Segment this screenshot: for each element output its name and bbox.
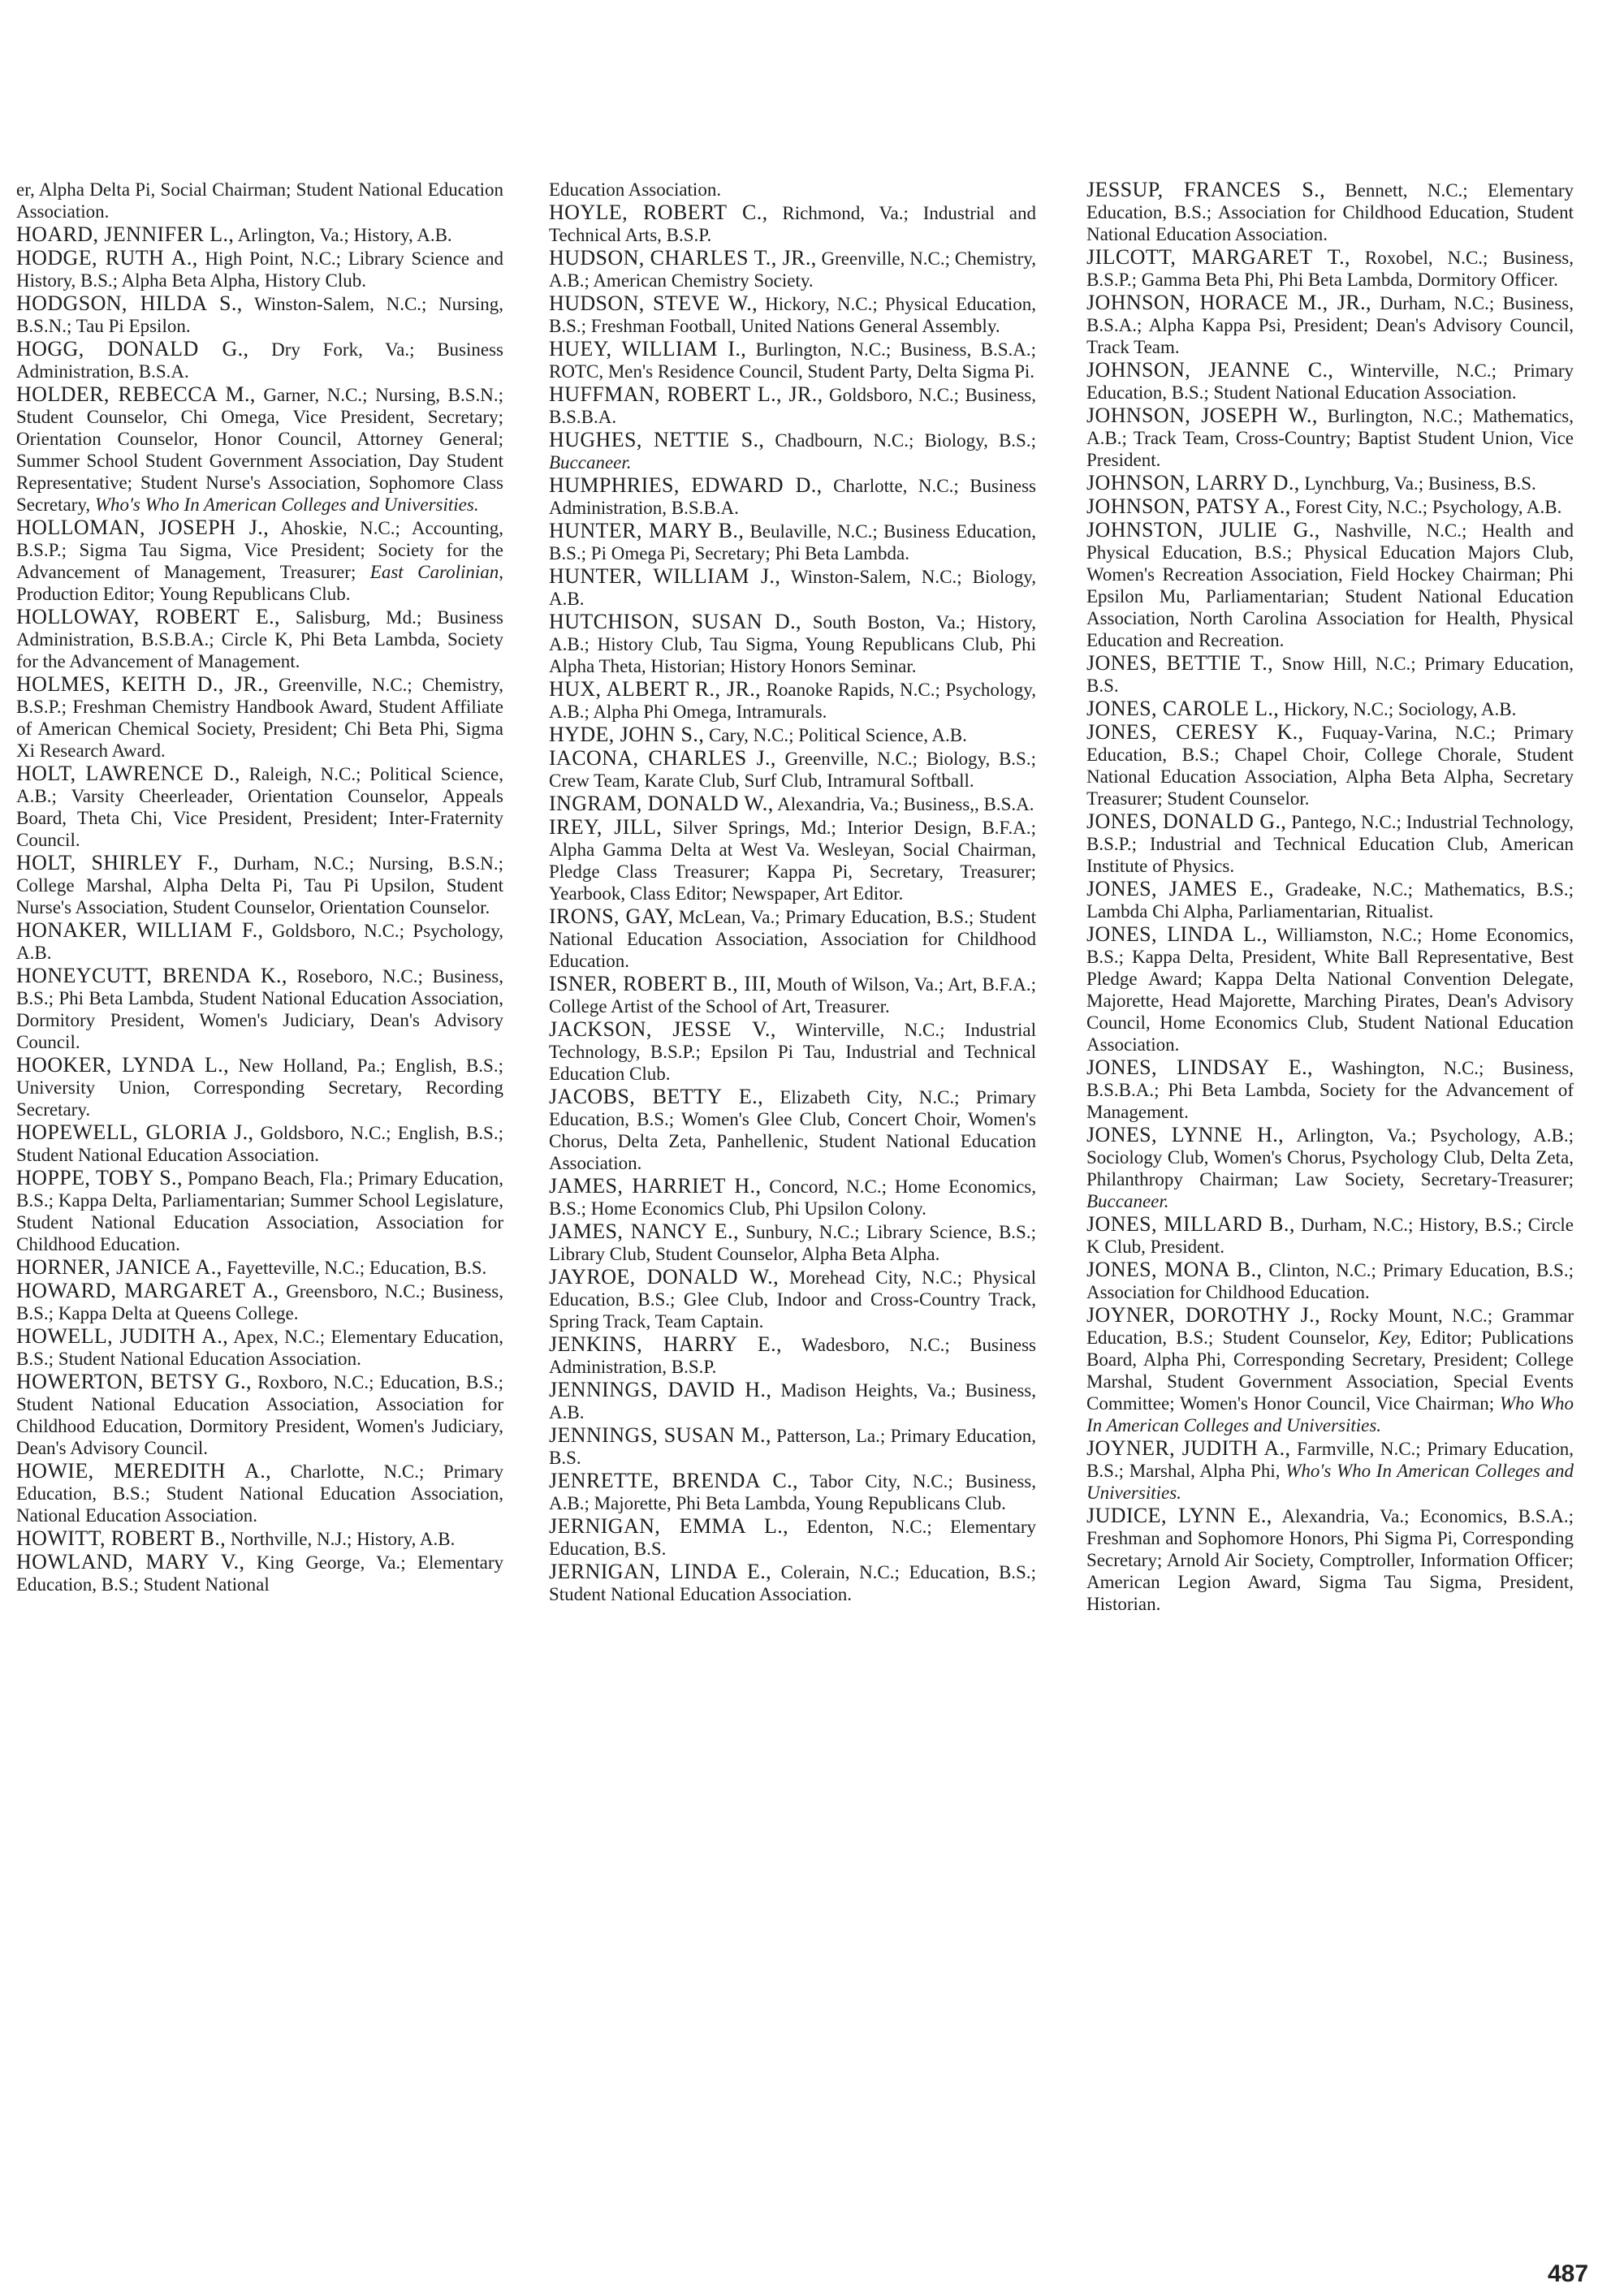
student-name: HOLDER, REBECCA M., <box>16 382 256 406</box>
entry-details: Alexandria, Va.; Economics, B.S.A.; Freshman and Sophomore Honors, Phi Sigma Pi, Corresponding Secretary; Arnold Air Society, Comptroller, Information Officer; American Legion Award, Sigma Tau Sigma, President, Historian. <box>1086 1506 1574 1614</box>
student-name: HONEYCUTT, BRENDA K., <box>16 964 287 987</box>
entry-details: Goldsboro, N.C.; Psychology, A.B. <box>16 921 503 963</box>
publication-title: Who Who In American Colleges and Universities. <box>1086 1393 1574 1435</box>
directory-entry <box>549 816 1036 904</box>
student-name: JUDICE, LYNN E., <box>1086 1504 1272 1527</box>
entry-details: Lynchburg, Va.; Business, B.S. <box>1299 473 1536 494</box>
student-name: HORNER, JANICE A., <box>16 1255 222 1279</box>
entry-details: Nashville, N.C.; Health and Physical Education, B.S.; Physical Education Majors Club, Women's Recreation Association, Field Hockey Chairman; Phi Epsilon Mu, Parliamentarian; Student National Education Association, North Carolina Association for Health, Physical Education and Recreation. <box>1086 520 1574 650</box>
directory-entry <box>16 292 503 337</box>
entry-details: Washington, N.C.; Business, B.S.B.A.; Phi Beta Lambda, Society for the Advancement of Management. <box>1086 1058 1574 1122</box>
student-name: HOOKER, LYNDA L., <box>16 1053 229 1077</box>
directory-entry <box>549 678 1036 723</box>
student-name: HOWIE, MEREDITH A., <box>16 1459 272 1483</box>
entry-details: King George, Va.; Elementary Education, B.S.; Student National <box>16 1552 503 1595</box>
entry-details: Durham, N.C.; Business, B.S.A.; Alpha Kappa Psi, President; Dean's Advisory Council, Track Team. <box>1086 293 1574 357</box>
directory-entry <box>1086 495 1574 518</box>
middle-column <box>549 179 1036 1606</box>
directory-entry <box>1086 721 1574 809</box>
directory-entry <box>549 383 1036 428</box>
directory-entry <box>549 1266 1036 1332</box>
publication-title: Who's Who In American Colleges and Universities. <box>94 494 479 515</box>
entry-details: High Point, N.C.; Library Science and History, B.S.; Alpha Beta Alpha, History Club. <box>16 248 504 291</box>
student-name: HOLLOMAN, JOSEPH J., <box>16 516 270 539</box>
entry-details: Winston-Salem, N.C.; Biology, A.B. <box>549 567 1036 609</box>
directory-entry <box>1086 878 1574 922</box>
entry-details: Charlotte, N.C.; Business Administration, B.S.B.A. <box>549 476 1036 518</box>
directory-entry <box>549 1333 1036 1378</box>
student-name: JONES, DONALD G., <box>1086 809 1287 833</box>
student-name: IREY, JILL, <box>549 815 663 839</box>
directory-entry <box>549 747 1036 792</box>
entry-details: Winston-Salem, N.C.; Nursing, B.S.N.; Tau Pi Epsilon. <box>16 294 504 336</box>
directory-entry <box>549 1175 1036 1220</box>
entry-details: Northville, N.J.; History, A.B. <box>226 1529 456 1549</box>
entry-details: Burlington, N.C.; Business, B.S.A.; ROTC, Men's Residence Council, Student Party, Delta Sigma Pi. <box>549 339 1036 382</box>
directory-entry <box>1086 1437 1574 1504</box>
directory-entry <box>549 1018 1036 1085</box>
student-name: HOLMES, KEITH D., JR., <box>16 672 269 696</box>
student-name: HUX, ALBERT R., JR., <box>549 677 762 701</box>
entry-details: Williamston, N.C.; Home Economics, B.S.; Kappa Delta, President, White Ball Representative, Best Pledge Award; Kappa Delta National Convention Delegate, Majorette, Head Majorette, Marching Pirates, Dean's Advisory Council, Home Economics Club, Student National Education Association. <box>1086 925 1574 1055</box>
student-name: HOYLE, ROBERT C., <box>549 201 768 224</box>
student-name: JONES, MONA B., <box>1086 1258 1263 1281</box>
student-name: JONES, CAROLE L., <box>1086 697 1280 720</box>
directory-entry <box>549 429 1036 473</box>
student-name: JAYROE, DONALD W., <box>549 1265 779 1289</box>
entry-details: Durham, N.C.; Nursing, B.S.N.; College Marshal, Alpha Delta Pi, Tau Pi Upsilon, Student Nurse's Association, Student Counselor, Orientation Counselor. <box>16 853 503 917</box>
publication-title: Who's Who In American Colleges and Universities. <box>1086 1461 1574 1503</box>
student-name: ISNER, ROBERT B., III, <box>549 972 772 995</box>
student-name: HONAKER, WILLIAM F., <box>16 918 264 942</box>
student-name: HUDSON, CHARLES T., JR., <box>549 246 817 270</box>
student-name: INGRAM, DONALD W., <box>549 792 774 815</box>
publication-title: Key, <box>1378 1327 1411 1348</box>
directory-entry <box>549 973 1036 1017</box>
entry-details: Wadesboro, N.C.; Business Administration, B.S.P. <box>549 1335 1036 1377</box>
directory-entry <box>549 1470 1036 1514</box>
student-name: JOYNER, JUDITH A., <box>1086 1436 1291 1460</box>
directory-entry <box>549 179 1036 201</box>
entry-details: Education Association. <box>549 179 722 200</box>
entry-details: Rocky Mount, N.C.; Grammar Education, B.S.; Student Counselor, <box>1086 1306 1574 1348</box>
directory-entry <box>549 1086 1036 1174</box>
directory-entry <box>16 247 503 291</box>
directory-entry <box>549 905 1036 972</box>
entry-details: Durham, N.C.; History, B.S.; Circle K Club, President. <box>1086 1215 1574 1257</box>
student-name: HOWELL, JUDITH A., <box>16 1324 229 1348</box>
student-name: JONES, BETTIE T., <box>1086 651 1274 675</box>
directory-entry <box>16 1325 503 1370</box>
entry-details: Charlotte, N.C.; Primary Education, B.S.; Student National Education Association, National Education Association. <box>16 1461 503 1526</box>
publication-title: Buccaneer. <box>549 452 632 473</box>
entry-details: Beulaville, N.C.; Business Education, B.S.; Pi Omega Pi, Secretary; Phi Beta Lambda. <box>549 521 1037 563</box>
student-name: HOLT, SHIRLEY F., <box>16 851 219 874</box>
publication-title: East Carolinian, <box>369 562 504 582</box>
entry-details: Raleigh, N.C.; Political Science, A.B.; Varsity Cheerleader, Orientation Counselor, Appeals Board, Theta Chi, Vice President, President; Inter-Fraternity Council. <box>16 764 503 850</box>
directory-entry <box>1086 291 1574 358</box>
entry-details: Morehead City, N.C.; Physical Education, B.S.; Glee Club, Indoor and Cross-Country Track, Spring Track, Team Captain. <box>549 1267 1036 1332</box>
student-name: JONES, MILLARD B., <box>1086 1212 1295 1236</box>
entry-details: Madison Heights, Va.; Business, A.B. <box>549 1380 1036 1422</box>
directory-entry <box>549 792 1036 815</box>
student-name: HUNTER, MARY B., <box>549 519 745 542</box>
directory-entry <box>1086 404 1574 471</box>
directory-entry <box>1086 1504 1574 1615</box>
directory-entry <box>16 1280 503 1324</box>
directory-entry <box>549 338 1036 382</box>
entry-details-continued: Editor; Publications Board, Alpha Phi, Corresponding Secretary, President; College Marshal, Student Government Association, Special Events Committee; Women's Honor Council, Vice Chairman; <box>1086 1327 1574 1414</box>
student-name: JENNINGS, DAVID H., <box>549 1378 772 1401</box>
student-name: HUDSON, STEVE W., <box>549 291 758 315</box>
directory-entry <box>1086 179 1574 245</box>
entry-details: New Holland, Pa.; English, B.S.; University Union, Corresponding Secretary, Recording Secretary. <box>16 1056 503 1120</box>
directory-entry <box>1086 810 1574 877</box>
entry-details: Arlington, Va.; History, A.B. <box>234 225 452 245</box>
entry-details: Hickory, N.C.; Physical Education, B.S.; Freshman Football, United Nations General Assembly. <box>549 294 1036 336</box>
directory-entry <box>549 474 1036 519</box>
student-name: JOHNSON, LARRY D., <box>1086 471 1300 494</box>
entry-details: Sunbury, N.C.; Library Science, B.S.; Library Club, Student Counselor, Alpha Beta Alpha. <box>549 1222 1036 1264</box>
directory-entry <box>16 606 503 672</box>
entry-details: Winterville, N.C.; Primary Education, B.S.; Student National Education Association. <box>1086 360 1574 403</box>
student-name: HOWERTON, BETSY G., <box>16 1370 252 1393</box>
student-name: JOHNSON, JOSEPH W., <box>1086 404 1318 427</box>
directory-entry <box>549 565 1036 610</box>
student-name: JONES, LINDA L., <box>1086 922 1268 946</box>
entry-details: Roseboro, N.C.; Business, B.S.; Phi Beta Lambda, Student National Education Association, Dormitory President, Women's Judiciary, Dean's Advisory Council. <box>16 966 503 1052</box>
student-name: JILCOTT, MARGARET T., <box>1086 245 1350 269</box>
student-name: HOPEWELL, GLORIA J., <box>16 1120 254 1144</box>
directory-entry <box>16 1256 503 1279</box>
entry-details: Elizabeth City, N.C.; Primary Education, B.S.; Women's Glee Club, Concert Choir, Women's Chorus, Delta Zeta, Panhellenic, Student National Education Association. <box>549 1087 1037 1173</box>
student-name: HOWLAND, MARY V., <box>16 1550 245 1574</box>
directory-entry <box>549 1515 1036 1560</box>
entry-details: Fayetteville, N.C.; Education, B.S. <box>222 1258 487 1278</box>
directory-entry <box>549 247 1036 291</box>
student-name: HUEY, WILLIAM I., <box>549 337 747 360</box>
directory-entry <box>16 516 503 605</box>
student-name: JONES, LYNNE H., <box>1086 1123 1285 1146</box>
student-name: HYDE, JOHN S., <box>549 723 705 746</box>
student-name: JOYNER, DOROTHY J., <box>1086 1303 1320 1327</box>
directory-entry <box>1086 519 1574 651</box>
directory-entry <box>1086 697 1574 720</box>
directory-entry <box>16 1121 503 1166</box>
student-name: JOHNSON, JEANNE C., <box>1086 358 1334 382</box>
directory-entry <box>549 292 1036 337</box>
entry-details: Goldsboro, N.C.; English, B.S.; Student National Education Association. <box>16 1123 503 1165</box>
student-name: JOHNSON, HORACE M., JR., <box>1086 291 1371 314</box>
student-name: HODGE, RUTH A., <box>16 246 198 270</box>
directory-entry <box>16 1167 503 1255</box>
student-name: HOLT, LAWRENCE D., <box>16 762 240 785</box>
entry-details: Greenville, N.C.; Chemistry, B.S.P.; Freshman Chemistry Handbook Award, Student Affiliate of American Chemical Society, President; Chi Beta Phi, Sigma Xi Research Award. <box>16 675 503 761</box>
directory-entry <box>549 1424 1036 1469</box>
entry-details: Dry Fork, Va.; Business Administration, B.S.A. <box>16 339 503 382</box>
student-name: HOWITT, ROBERT B., <box>16 1526 227 1550</box>
student-name: JERNIGAN, EMMA L., <box>549 1514 789 1538</box>
entry-details: Goldsboro, N.C.; Business, B.S.B.A. <box>549 385 1036 427</box>
entry-details: Winterville, N.C.; Industrial Technology, B.S.P.; Epsilon Pi Tau, Industrial and Technical Education Club. <box>549 1020 1036 1084</box>
directory-entry <box>1086 923 1574 1056</box>
directory-entry <box>16 1371 503 1459</box>
entry-details: Apex, N.C.; Elementary Education, B.S.; Student National Education Association. <box>16 1327 503 1369</box>
entry-details: Silver Springs, Md.; Interior Design, B.F.A.; Alpha Gamma Delta at West Va. Wesleyan, Social Chairman, Pledge Class Treasurer; Kappa Pi, Secretary, Treasurer; Yearbook, Class Editor; Newspaper, Art Editor. <box>549 818 1036 904</box>
directory-entry <box>549 611 1036 677</box>
student-name: JESSUP, FRANCES S., <box>1086 178 1325 201</box>
entry-details-continued: Production Editor; Young Republicans Club. <box>16 584 351 604</box>
student-name: HUFFMAN, ROBERT L., JR., <box>549 382 823 406</box>
entry-details: Cary, N.C.; Political Science, A.B. <box>704 725 967 745</box>
student-name: IRONS, GAY, <box>549 904 674 928</box>
directory-entry <box>1086 472 1574 494</box>
entry-details: Alexandria, Va.; Business,, B.S.A. <box>773 794 1034 814</box>
student-name: JONES, CERESY K., <box>1086 720 1304 744</box>
entry-details: Arlington, Va.; Psychology, A.B.; Sociology Club, Women's Chorus, Psychology Club, Delta Zeta, Philanthropy Chairman; Law Society, Secretary-Treasurer; <box>1086 1125 1574 1189</box>
directory-entry <box>1086 359 1574 404</box>
entry-details: Forest City, N.C.; Psychology, A.B. <box>1290 497 1562 517</box>
student-name: JOHNSTON, JULIE G., <box>1086 518 1320 542</box>
entry-details: Garner, N.C.; Nursing, B.S.N.; Student Counselor, Chi Omega, Vice President, Secretary; Orientation Counselor, Honor Council, Attorney General; Summer School Student Government Association, Day Student Representative; Student Nurse's Association, Sophomore Class Secretary, <box>16 385 503 515</box>
directory-entry <box>16 1527 503 1550</box>
entry-details: Roxboro, N.C.; Education, B.S.; Student National Education Association, Association for Childhood Education, Dormitory President, Women's Judiciary, Dean's Advisory Council. <box>16 1372 503 1458</box>
directory-entry <box>1086 1304 1574 1436</box>
student-name: HUGHES, NETTIE S., <box>549 428 765 451</box>
entry-details: Hickory, N.C.; Sociology, A.B. <box>1279 699 1517 719</box>
student-name: IACONA, CHARLES J., <box>549 746 776 770</box>
directory-entry <box>16 223 503 246</box>
directory-entry <box>16 1054 503 1120</box>
student-name: JENNINGS, SUSAN M., <box>549 1423 771 1447</box>
entry-details: South Boston, Va.; History, A.B.; History Club, Tau Sigma, Young Republicans Club, Phi Alpha Theta, Historian; History Honors Seminar. <box>549 612 1036 676</box>
right-column <box>1086 179 1574 1616</box>
entry-details: Pompano Beach, Fla.; Primary Education, B.S.; Kappa Delta, Parliamentarian; Summer School Legislature, Student National Education Association, Association for Childhood Education. <box>16 1168 504 1254</box>
directory-entry <box>1086 1056 1574 1123</box>
directory-entry <box>16 919 503 964</box>
entry-details: Patterson, La.; Primary Education, B.S. <box>549 1426 1036 1468</box>
student-name: JONES, JAMES E., <box>1086 877 1275 900</box>
entry-details: Richmond, Va.; Industrial and Technical Arts, B.S.P. <box>549 203 1036 245</box>
publication-title: Buccaneer. <box>1086 1191 1169 1211</box>
student-name: JENRETTE, BRENDA C., <box>549 1469 798 1492</box>
entry-details: Roxobel, N.C.; Business, B.S.P.; Gamma Beta Phi, Phi Beta Lambda, Dormitory Officer. <box>1086 248 1574 290</box>
directory-entry <box>1086 1258 1574 1303</box>
entry-details: Colerain, N.C.; Education, B.S.; Student National Education Association. <box>549 1562 1036 1604</box>
entry-details: Tabor City, N.C.; Business, A.B.; Majorette, Phi Beta Lambda, Young Republicans Club. <box>549 1471 1037 1513</box>
entry-details: Bennett, N.C.; Elementary Education, B.S.; Association for Childhood Education, Student National Education Association. <box>1086 180 1574 244</box>
student-name: HUMPHRIES, EDWARD D., <box>549 473 823 497</box>
entry-details: Fuquay-Varina, N.C.; Primary Education, B.S.; Chapel Choir, College Chorale, Student National Education Association, Alpha Beta Alpha, Secretary Treasurer; Student Counselor. <box>1086 723 1574 809</box>
page-number: 487 <box>1548 2260 1589 2287</box>
directory-entry <box>549 520 1036 564</box>
entry-details: Chadbourn, N.C.; Biology, B.S.; <box>764 430 1036 451</box>
entry-details: Burlington, N.C.; Mathematics, A.B.; Track Team, Cross-Country; Baptist Student Union, Vice President. <box>1086 406 1574 470</box>
student-name: JACKSON, JESSE V., <box>549 1017 776 1041</box>
student-name: JAMES, NANCY E., <box>549 1220 739 1243</box>
entry-details: Concord, N.C.; Home Economics, B.S.; Home Economics Club, Phi Upsilon Colony. <box>549 1176 1036 1219</box>
directory-entry <box>16 383 503 516</box>
entry-details: er, Alpha Delta Pi, Social Chairman; Student National Education Association. <box>16 179 503 222</box>
entry-details: Greenville, N.C.; Chemistry, A.B.; American Chemistry Society. <box>549 248 1036 291</box>
student-name: HOPPE, TOBY S., <box>16 1166 183 1189</box>
directory-entry <box>549 1379 1036 1423</box>
entry-details: Edenton, N.C.; Elementary Education, B.S. <box>549 1517 1036 1559</box>
entry-details: Mouth of Wilson, Va.; Art, B.F.A.; College Artist of the School of Art, Treasurer. <box>549 974 1036 1017</box>
directory-entry <box>1086 1213 1574 1258</box>
entry-details: Salisburg, Md.; Business Administration, B.S.B.A.; Circle K, Phi Beta Lambda, Society for the Advancement of Management. <box>16 607 504 671</box>
entry-details: Clinton, N.C.; Primary Education, B.S.; Association for Childhood Education. <box>1086 1260 1574 1302</box>
entry-details: Greensboro, N.C.; Business, B.S.; Kappa Delta at Queens College. <box>16 1281 504 1323</box>
directory-entry <box>1086 1124 1574 1212</box>
student-name: HOARD, JENNIFER L., <box>16 222 235 246</box>
left-column <box>16 179 503 1596</box>
student-name: JACOBS, BETTY E., <box>549 1085 763 1108</box>
student-name: HOWARD, MARGARET A., <box>16 1279 279 1302</box>
directory-entry <box>1086 652 1574 697</box>
entry-details: McLean, Va.; Primary Education, B.S.; Student National Education Association, Association for Childhood Education. <box>549 907 1036 971</box>
directory-entry <box>1086 246 1574 291</box>
student-name: JONES, LINDSAY E., <box>1086 1056 1313 1079</box>
directory-entry <box>16 673 503 762</box>
directory-entry <box>549 1561 1036 1605</box>
entry-details: Farmville, N.C.; Primary Education, B.S.; Marshal, Alpha Phi, <box>1086 1439 1574 1481</box>
entry-details: Snow Hill, N.C.; Primary Education, B.S. <box>1086 654 1574 696</box>
entry-details: Ahoskie, N.C.; Accounting, B.S.P.; Sigma Tau Sigma, Vice President; Society for the Advancement of Management, Treasurer; <box>16 518 503 582</box>
student-name: JAMES, HARRIET H., <box>549 1174 762 1198</box>
entry-details: Roanoke Rapids, N.C.; Psychology, A.B.; Alpha Phi Omega, Intramurals. <box>549 680 1036 722</box>
student-name: HUTCHISON, SUSAN D., <box>549 610 801 633</box>
entry-details: Pantego, N.C.; Industrial Technology, B.S.P.; Industrial and Technical Education Club, American Institute of Physics. <box>1086 812 1574 876</box>
student-name: JOHNSON, PATSY A., <box>1086 494 1291 518</box>
student-name: JERNIGAN, LINDA E., <box>549 1560 772 1583</box>
entry-details: Greenville, N.C.; Biology, B.S.; Crew Team, Karate Club, Surf Club, Intramural Softball. <box>549 749 1036 791</box>
directory-entry <box>549 723 1036 746</box>
directory-entry <box>16 1460 503 1526</box>
directory-entry <box>549 1220 1036 1265</box>
student-name: HODGSON, HILDA S., <box>16 291 243 315</box>
directory-entry <box>16 762 503 851</box>
directory-entry <box>16 179 503 222</box>
directory-entry <box>16 852 503 918</box>
directory-entry <box>16 965 503 1053</box>
directory-entry <box>16 1551 503 1595</box>
directory-entry <box>549 201 1036 246</box>
student-name: JENKINS, HARRY E., <box>549 1332 782 1356</box>
student-name: HUNTER, WILLIAM J., <box>549 564 781 588</box>
entry-details: Gradeake, N.C.; Mathematics, B.S.; Lambda Chi Alpha, Parliamentarian, Ritualist. <box>1086 879 1574 922</box>
student-name: HOGG, DONALD G., <box>16 337 249 360</box>
directory-entry <box>16 338 503 382</box>
student-name: HOLLOWAY, ROBERT E., <box>16 605 280 628</box>
